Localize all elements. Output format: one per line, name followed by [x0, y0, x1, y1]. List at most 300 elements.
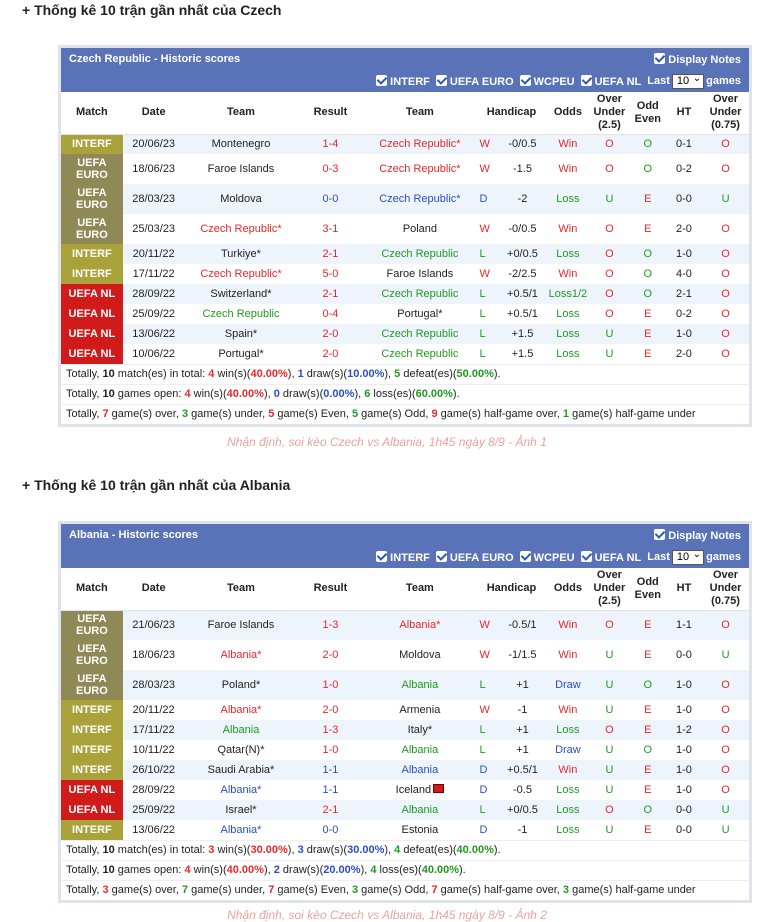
competition-cell[interactable]: UEFA NL: [61, 800, 123, 820]
handicap-cell: W -2/2.5: [476, 264, 546, 284]
last-games-control: Last 10 ⌄ games: [647, 550, 741, 565]
over-under-cell: O: [589, 800, 629, 820]
handicap-cell: D -1: [476, 820, 546, 840]
win-loss-mark: W: [479, 138, 490, 151]
column-header-match: Match: [61, 568, 123, 610]
table-row: [61, 640, 749, 670]
odds-cell: Draw: [547, 670, 590, 700]
over-under-075-cell: O: [702, 304, 749, 324]
over-under-cell: O: [589, 720, 629, 740]
table-row: [61, 184, 749, 214]
home-team-cell[interactable]: Israel*: [185, 800, 298, 820]
table-row: [61, 610, 749, 640]
summary-line: Totally, 7 game(s) over, 3 game(s) under, 5 game(s) Even, 5 game(s) Odd, 9 game(s) half-game over, 1 game(s) half-game under: [61, 404, 749, 424]
date-cell: 28/09/22: [123, 284, 185, 304]
table-row: [61, 740, 749, 760]
away-team-cell[interactable]: Italy*: [363, 720, 476, 740]
handicap-cell: W -1: [476, 700, 546, 720]
table-row: [61, 344, 749, 364]
table-row: [61, 760, 749, 780]
odd-even-cell: E: [630, 720, 666, 740]
handicap-cell: W -0.5/1: [476, 610, 546, 640]
checkbox-icon[interactable]: [376, 75, 387, 86]
date-cell: 10/06/22: [123, 344, 185, 364]
win-loss-mark: L: [479, 288, 486, 300]
over-under-cell: O: [589, 610, 629, 640]
over-under-075-cell: O: [702, 610, 749, 640]
win-loss-mark: D: [479, 824, 488, 836]
over-under-075-cell: O: [702, 740, 749, 760]
away-team-cell[interactable]: Albania: [363, 670, 476, 700]
date-cell: 20/11/22: [123, 700, 185, 720]
table-row: [61, 800, 749, 820]
result-cell[interactable]: 1-0: [297, 740, 363, 760]
competition-cell[interactable]: INTERF: [61, 740, 123, 760]
halftime-cell: 4-0: [666, 264, 702, 284]
over-under-cell: O: [589, 264, 629, 284]
home-team-cell[interactable]: Switzerland*: [185, 284, 298, 304]
win-loss-mark: W: [479, 163, 490, 175]
win-loss-mark: D: [479, 784, 488, 796]
competition-cell[interactable]: UEFA NL: [61, 324, 123, 344]
over-under-075-cell: O: [702, 760, 749, 780]
over-under-075-cell: U: [702, 800, 749, 820]
last-games-control: Last 10 ⌄ games: [647, 74, 741, 89]
away-team-cell[interactable]: Czech Republic: [363, 284, 476, 304]
over-under-cell: U: [589, 640, 629, 670]
away-team-cell[interactable]: Czech Republic*: [363, 154, 476, 184]
filter-interf[interactable]: INTERF: [376, 75, 430, 88]
over-under-cell: U: [589, 344, 629, 364]
result-cell[interactable]: 1-1: [297, 760, 363, 780]
odd-even-cell: O: [630, 154, 666, 184]
historic-scores-panel-czech: [58, 45, 752, 427]
over-under-075-cell: O: [702, 244, 749, 264]
win-loss-mark: L: [479, 744, 486, 756]
home-team-cell[interactable]: Faroe Islands: [185, 154, 298, 184]
halftime-cell: 1-1: [666, 610, 702, 640]
result-cell[interactable]: 0-3: [297, 154, 363, 184]
filter-wcpeu[interactable]: WCPEU: [520, 75, 575, 88]
result-cell[interactable]: 2-1: [297, 284, 363, 304]
win-loss-mark: W: [479, 223, 490, 235]
over-under-075-cell: O: [702, 154, 749, 184]
result-cell[interactable]: 5-0: [297, 264, 363, 284]
last-games-select[interactable]: 10 ⌄: [672, 550, 704, 565]
date-cell: 20/06/23: [123, 134, 185, 154]
home-team-cell[interactable]: Saudi Arabia*: [185, 760, 298, 780]
table-row: [61, 284, 749, 304]
column-header-date: Date: [123, 92, 185, 134]
odd-even-cell: O: [630, 740, 666, 760]
competition-cell[interactable]: INTERF: [61, 264, 123, 284]
home-team-cell[interactable]: Spain*: [185, 324, 298, 344]
odds-cell: Win: [547, 700, 590, 720]
odds-cell: Win: [547, 760, 590, 780]
over-under-cell: U: [589, 780, 629, 800]
filter-uefa-euro[interactable]: UEFA EURO: [436, 551, 514, 564]
column-header-ou2: Over Under (0.75): [702, 568, 749, 610]
home-team-cell[interactable]: Albania: [185, 720, 298, 740]
competition-cell[interactable]: UEFA EURO: [61, 610, 123, 640]
away-team-cell[interactable]: Albania: [363, 760, 476, 780]
red-card-icon: [433, 784, 444, 793]
away-team-cell[interactable]: Czech Republic: [363, 244, 476, 264]
away-team-cell[interactable]: Poland: [363, 214, 476, 244]
panel-title: Albania - Historic scores: [69, 529, 198, 541]
odd-even-cell: O: [630, 264, 666, 284]
competition-cell[interactable]: INTERF: [61, 244, 123, 264]
competition-cell[interactable]: UEFA EURO: [61, 214, 123, 244]
table-row: [61, 780, 749, 800]
over-under-075-cell: O: [702, 264, 749, 284]
handicap-cell: L +1.5: [476, 344, 546, 364]
win-loss-mark: W: [479, 268, 490, 280]
odd-even-cell: E: [630, 640, 666, 670]
column-header-ou: Over Under (2.5): [589, 568, 629, 610]
checkbox-icon[interactable]: [654, 53, 665, 64]
column-header-ht: HT: [666, 568, 702, 610]
odd-even-cell: E: [630, 184, 666, 214]
halftime-cell: 2-0: [666, 214, 702, 244]
home-team-cell[interactable]: Moldova: [185, 184, 298, 214]
odds-cell: Loss: [547, 780, 590, 800]
date-cell: 17/11/22: [123, 264, 185, 284]
halftime-cell: 0-2: [666, 304, 702, 324]
result-cell[interactable]: 0-0: [297, 820, 363, 840]
home-team-cell[interactable]: Albania*: [185, 780, 298, 800]
over-under-075-cell: U: [702, 184, 749, 214]
home-team-cell[interactable]: Albania*: [185, 700, 298, 720]
column-header-ou: Over Under (2.5): [589, 92, 629, 134]
win-loss-mark: L: [479, 724, 486, 736]
handicap-cell: L +0/0.5: [476, 244, 546, 264]
column-header-oe: Odd Even: [630, 92, 666, 134]
win-loss-mark: W: [479, 619, 490, 632]
halftime-cell: 2-0: [666, 344, 702, 364]
table-row: [61, 324, 749, 344]
odd-even-cell: E: [630, 820, 666, 840]
halftime-cell: 0-0: [666, 820, 702, 840]
table-row: [61, 700, 749, 720]
away-team-cell[interactable]: Albania: [363, 740, 476, 760]
section-heading-czech: + Thống kê 10 trận gần nhất của Czech: [22, 2, 282, 18]
halftime-cell: 1-0: [666, 324, 702, 344]
home-team-cell[interactable]: Poland*: [185, 670, 298, 700]
halftime-cell: 1-2: [666, 720, 702, 740]
home-team-cell[interactable]: Albania*: [185, 640, 298, 670]
handicap-cell: L +0.5/1: [476, 284, 546, 304]
result-cell[interactable]: 1-0: [297, 670, 363, 700]
over-under-075-cell: O: [702, 700, 749, 720]
over-under-075-cell: U: [702, 820, 749, 840]
over-under-075-cell: O: [702, 324, 749, 344]
result-cell[interactable]: 0-0: [297, 184, 363, 214]
halftime-cell: 0-0: [666, 800, 702, 820]
result-cell[interactable]: 2-0: [297, 324, 363, 344]
handicap-cell: L +1: [476, 740, 546, 760]
column-header-match: Match: [61, 92, 123, 134]
result-cell[interactable]: 2-0: [297, 700, 363, 720]
date-cell: 26/10/22: [123, 760, 185, 780]
result-cell[interactable]: 1-3: [297, 610, 363, 640]
summary-line: Totally, 3 game(s) over, 7 game(s) under, 7 game(s) Even, 3 game(s) Odd, 7 game(s) half-game over, 3 game(s) half-game under: [61, 880, 749, 900]
date-cell: 13/06/22: [123, 324, 185, 344]
panel-title: Czech Republic - Historic scores: [69, 53, 241, 65]
competition-cell[interactable]: INTERF: [61, 700, 123, 720]
competition-cell[interactable]: UEFA NL: [61, 284, 123, 304]
column-header-handicap: Handicap: [476, 92, 546, 134]
result-cell[interactable]: 2-0: [297, 344, 363, 364]
away-team-cell[interactable]: Czech Republic: [363, 344, 476, 364]
checkbox-icon[interactable]: [581, 75, 592, 86]
over-under-075-cell: O: [702, 344, 749, 364]
odd-even-cell: E: [630, 214, 666, 244]
over-under-075-cell: O: [702, 780, 749, 800]
date-cell: 28/09/22: [123, 780, 185, 800]
odds-cell: Loss1/2: [547, 284, 590, 304]
column-header-ou2: Over Under (0.75): [702, 92, 749, 134]
home-team-cell[interactable]: Qatar(N)*: [185, 740, 298, 760]
over-under-cell: U: [589, 700, 629, 720]
date-cell: 28/03/23: [123, 184, 185, 214]
odds-cell: Loss: [547, 244, 590, 264]
summary-line: Totally, 10 match(es) in total: 4 win(s)(40.00%), 1 draw(s)(10.00%), 5 defeat(es)(50.00%).: [61, 364, 749, 384]
halftime-cell: 0-0: [666, 640, 702, 670]
home-team-cell[interactable]: Czech Republic: [185, 304, 298, 324]
image-caption: Nhận định, soi kèo Czech vs Albania, 1h45 ngày 8/9 - Ảnh 1: [227, 435, 547, 449]
last-games-select[interactable]: 10 ⌄: [672, 74, 704, 89]
over-under-cell: O: [589, 134, 629, 154]
handicap-cell: W -1/1.5: [476, 640, 546, 670]
home-team-cell[interactable]: Czech Republic*: [185, 264, 298, 284]
odd-even-cell: O: [630, 244, 666, 264]
halftime-cell: 0-2: [666, 154, 702, 184]
handicap-cell: D -2: [476, 184, 546, 214]
win-loss-mark: W: [479, 649, 490, 661]
odds-cell: Loss: [547, 344, 590, 364]
filter-bar: [61, 70, 749, 92]
away-team-cell[interactable]: Iceland: [363, 780, 476, 800]
competition-cell[interactable]: UEFA EURO: [61, 670, 123, 700]
handicap-cell: W -1.5: [476, 154, 546, 184]
away-team-cell[interactable]: Moldova: [363, 640, 476, 670]
summary-line: Totally, 10 match(es) in total: 3 win(s)(30.00%), 3 draw(s)(30.00%), 4 defeat(es)(40.00%).: [61, 840, 749, 860]
odds-cell: Win: [547, 154, 590, 184]
away-team-cell[interactable]: Estonia: [363, 820, 476, 840]
odd-even-cell: E: [630, 304, 666, 324]
checkbox-icon[interactable]: [581, 551, 592, 562]
halftime-cell: 1-0: [666, 760, 702, 780]
over-under-075-cell: O: [702, 720, 749, 740]
odds-cell: Win: [547, 134, 590, 154]
away-team-cell[interactable]: Czech Republic: [363, 324, 476, 344]
checkbox-icon[interactable]: [654, 529, 665, 540]
result-cell[interactable]: 1-1: [297, 780, 363, 800]
odd-even-cell: E: [630, 344, 666, 364]
competition-cell[interactable]: UEFA NL: [61, 344, 123, 364]
column-header-ht: HT: [666, 92, 702, 134]
over-under-cell: O: [589, 284, 629, 304]
halftime-cell: 1-0: [666, 700, 702, 720]
odd-even-cell: E: [630, 780, 666, 800]
halftime-cell: 0-0: [666, 184, 702, 214]
date-cell: 21/06/23: [123, 610, 185, 640]
win-loss-mark: D: [479, 193, 488, 205]
home-team-cell[interactable]: Faroe Islands: [185, 610, 298, 640]
halftime-cell: 0-1: [666, 134, 702, 154]
competition-cell[interactable]: UEFA EURO: [61, 640, 123, 670]
competition-cell[interactable]: UEFA NL: [61, 780, 123, 800]
odd-even-cell: E: [630, 610, 666, 640]
result-cell[interactable]: 1-4: [297, 134, 363, 154]
odds-cell: Win: [547, 640, 590, 670]
odds-cell: Loss: [547, 820, 590, 840]
away-team-cell[interactable]: Armenia: [363, 700, 476, 720]
away-team-cell[interactable]: Faroe Islands: [363, 264, 476, 284]
column-header-handicap: Handicap: [476, 568, 546, 610]
win-loss-mark: D: [479, 764, 488, 776]
odds-cell: Win: [547, 264, 590, 284]
date-cell: 13/06/22: [123, 820, 185, 840]
table-row: [61, 134, 749, 154]
competition-cell[interactable]: UEFA EURO: [61, 154, 123, 184]
halftime-cell: 1-0: [666, 780, 702, 800]
column-header-team2: Team: [363, 92, 476, 134]
home-team-cell[interactable]: Albania*: [185, 820, 298, 840]
result-cell[interactable]: 0-4: [297, 304, 363, 324]
away-team-cell[interactable]: Czech Republic*: [363, 184, 476, 214]
table-row: [61, 670, 749, 700]
odd-even-cell: E: [630, 760, 666, 780]
summary-line: Totally, 10 games open: 4 win(s)(40.00%), 0 draw(s)(0.00%), 6 loss(es)(60.00%).: [61, 384, 749, 404]
column-header-team2: Team: [363, 568, 476, 610]
home-team-cell[interactable]: Portugal*: [185, 344, 298, 364]
halftime-cell: 2-1: [666, 284, 702, 304]
filter-bar: [61, 546, 749, 568]
over-under-cell: O: [589, 154, 629, 184]
column-header-team: Team: [185, 568, 298, 610]
odds-cell: Loss: [547, 800, 590, 820]
handicap-cell: D -0.5: [476, 780, 546, 800]
result-cell[interactable]: 3-1: [297, 214, 363, 244]
win-loss-mark: L: [479, 308, 486, 320]
win-loss-mark: L: [479, 328, 486, 340]
checkbox-icon[interactable]: [520, 75, 531, 86]
filter-wcpeu[interactable]: WCPEU: [520, 551, 575, 564]
handicap-cell: W -0/0.5: [476, 134, 546, 154]
filter-uefa-nl[interactable]: UEFA NL: [581, 75, 642, 88]
competition-cell[interactable]: UEFA NL: [61, 304, 123, 324]
odd-even-cell: O: [630, 134, 666, 154]
result-cell[interactable]: 2-0: [297, 640, 363, 670]
handicap-cell: L +1: [476, 720, 546, 740]
win-loss-mark: L: [479, 679, 486, 691]
historic-scores-panel-albania: [58, 521, 752, 903]
checkbox-icon[interactable]: [436, 75, 447, 86]
odds-cell: Loss: [547, 324, 590, 344]
over-under-cell: O: [589, 214, 629, 244]
away-team-cell[interactable]: Albania: [363, 800, 476, 820]
result-cell[interactable]: 1-3: [297, 720, 363, 740]
over-under-075-cell: O: [702, 214, 749, 244]
checkbox-icon[interactable]: [436, 551, 447, 562]
win-loss-mark: W: [479, 704, 490, 716]
handicap-cell: L +1.5: [476, 324, 546, 344]
away-team-cell[interactable]: Czech Republic*: [363, 134, 476, 154]
over-under-cell: U: [589, 760, 629, 780]
date-cell: 25/09/22: [123, 304, 185, 324]
competition-cell[interactable]: INTERF: [61, 820, 123, 840]
odd-even-cell: O: [630, 670, 666, 700]
home-team-cell[interactable]: Montenegro: [185, 134, 298, 154]
win-loss-mark: L: [479, 348, 486, 360]
column-header-odds: Odds: [547, 568, 590, 610]
competition-cell[interactable]: INTERF: [61, 720, 123, 740]
over-under-cell: O: [589, 244, 629, 264]
date-cell: 18/06/23: [123, 640, 185, 670]
handicap-cell: L +1: [476, 670, 546, 700]
home-team-cell[interactable]: Turkiye*: [185, 244, 298, 264]
odd-even-cell: E: [630, 324, 666, 344]
result-cell[interactable]: 2-1: [297, 800, 363, 820]
panel-title-bar: [61, 48, 749, 70]
over-under-075-cell: O: [702, 670, 749, 700]
checkbox-icon[interactable]: [376, 551, 387, 562]
filter-uefa-euro[interactable]: UEFA EURO: [436, 75, 514, 88]
win-loss-mark: L: [479, 248, 486, 260]
image-caption: Nhận định, soi kèo Czech vs Albania, 1h45 ngày 8/9 - Ảnh 2: [227, 908, 547, 922]
handicap-cell: W -0/0.5: [476, 214, 546, 244]
over-under-075-cell: U: [702, 640, 749, 670]
halftime-cell: 1-0: [666, 740, 702, 760]
over-under-075-cell: O: [702, 284, 749, 304]
column-header-odds: Odds: [547, 92, 590, 134]
handicap-cell: D +0.5/1: [476, 760, 546, 780]
column-header-result: Result: [297, 568, 363, 610]
table-row: [61, 214, 749, 244]
odds-cell: Loss: [547, 720, 590, 740]
display-notes-toggle[interactable]: Display Notes: [654, 529, 741, 542]
filter-uefa-nl[interactable]: UEFA NL: [581, 551, 642, 564]
competition-cell[interactable]: INTERF: [61, 760, 123, 780]
table-row: [61, 304, 749, 324]
away-team-cell[interactable]: Albania*: [363, 610, 476, 640]
home-team-cell[interactable]: Czech Republic*: [185, 214, 298, 244]
column-header-oe: Odd Even: [630, 568, 666, 610]
display-notes-toggle[interactable]: Display Notes: [654, 53, 741, 66]
over-under-cell: U: [589, 670, 629, 700]
filter-interf[interactable]: INTERF: [376, 551, 430, 564]
competition-cell[interactable]: UEFA EURO: [61, 184, 123, 214]
column-header-date: Date: [123, 568, 185, 610]
over-under-075-cell: O: [702, 134, 749, 154]
over-under-cell: U: [589, 740, 629, 760]
date-cell: 25/03/23: [123, 214, 185, 244]
table-row: [61, 820, 749, 840]
away-team-cell[interactable]: Portugal*: [363, 304, 476, 324]
column-header-team: Team: [185, 92, 298, 134]
halftime-cell: 1-0: [666, 244, 702, 264]
over-under-cell: U: [589, 324, 629, 344]
scores-table: [61, 568, 749, 840]
result-cell[interactable]: 2-1: [297, 244, 363, 264]
odds-cell: Loss: [547, 304, 590, 324]
scores-table: [61, 92, 749, 364]
over-under-cell: U: [589, 184, 629, 214]
checkbox-icon[interactable]: [520, 551, 531, 562]
competition-cell[interactable]: INTERF: [61, 134, 123, 154]
